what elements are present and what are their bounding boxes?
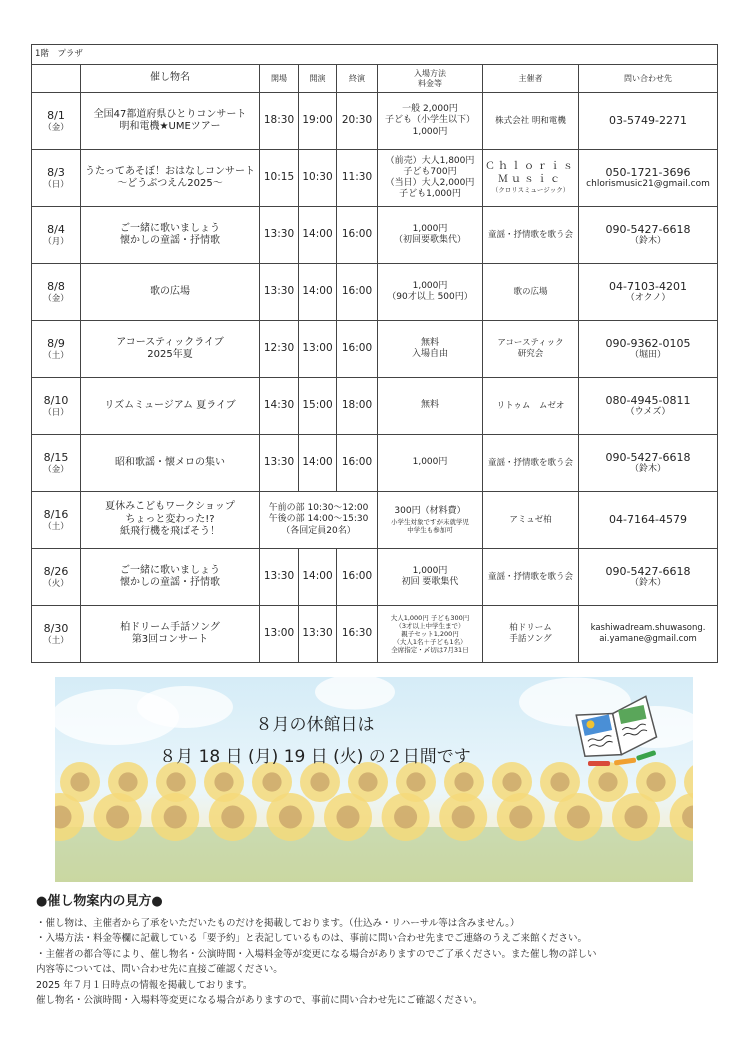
event-organizer <box>483 435 579 492</box>
event-open-time: 12:30 <box>260 321 299 378</box>
organizer-line: 歌の広場 <box>513 286 548 297</box>
guide-line: ・入場方法・料金等欄に記載している「要予約」と表記しているものは、事前に問い合わせ先までご連絡のうえご来館ください。 <box>36 933 588 944</box>
event-title <box>81 606 260 663</box>
event-open-time: 13:30 <box>260 435 299 492</box>
day-of-week: （土） <box>43 350 69 361</box>
event-fee <box>378 93 483 150</box>
closure-banner <box>55 677 693 882</box>
fee-line: 1,000円 <box>412 126 448 137</box>
event-open-time: 13:00 <box>260 606 299 663</box>
title-line: ご一緒に歌いましょう <box>120 564 220 576</box>
sunflower-center <box>452 805 475 828</box>
fee-note-line: 大人1,000円 子ども300円 <box>390 613 470 622</box>
title-line: 明和電機★UMEツアー <box>119 121 221 132</box>
title-line: うたってあそぼ！おはなしコンサート <box>85 165 255 177</box>
header-title: 催し物名 <box>81 65 260 93</box>
event-time-sessions <box>260 492 378 549</box>
fee-line: （前売）大人1,800円 <box>385 155 475 166</box>
event-end-time: 16:00 <box>337 264 378 321</box>
event-start-time: 19:00 <box>299 93 337 150</box>
event-title <box>81 549 260 606</box>
event-organizer <box>483 321 579 378</box>
contact-person: （ウメズ） <box>625 407 671 418</box>
fee-line: 1,000円 <box>412 457 448 468</box>
event-row <box>32 321 718 378</box>
event-date <box>32 435 81 492</box>
title-line: 2025年夏 <box>147 349 193 360</box>
sunflower-center <box>509 805 532 828</box>
title-line: ちょっと変わった!? <box>125 513 215 525</box>
contact-person: （オクノ） <box>625 293 671 304</box>
sunflower-center <box>646 772 665 791</box>
sunflower-center <box>106 805 129 828</box>
sunflower-center <box>214 772 233 791</box>
date-text: 8/8 <box>47 279 65 293</box>
fee-line: 1,000円 <box>412 223 448 234</box>
event-title <box>81 93 260 150</box>
event-start-time: 15:00 <box>299 378 337 435</box>
header-contact: 問い合わせ先 <box>579 65 718 93</box>
date-text: 8/10 <box>43 393 69 407</box>
sunflower-center <box>310 772 329 791</box>
day-of-week: （金） <box>43 122 69 133</box>
day-of-week: （火） <box>43 578 69 589</box>
fee-note-line: （大人1名＋子ども1名） <box>393 638 467 647</box>
title-line: 紙飛行機を飛ばそう！ <box>120 526 220 538</box>
fee-line: 1,000円 <box>412 280 448 291</box>
fee-line: 300円（材料費） <box>394 506 466 517</box>
event-contact <box>579 378 718 435</box>
date-text: 8/3 <box>47 165 65 179</box>
event-row <box>32 435 718 492</box>
date-text: 8/9 <box>47 336 65 350</box>
contact-email-line: kashiwadream.shuwasong. <box>590 623 706 634</box>
picture-book-icon <box>570 689 665 769</box>
guide-lines <box>36 916 726 1009</box>
event-date <box>32 492 81 549</box>
event-open-time: 13:30 <box>260 207 299 264</box>
sunflower-center <box>394 805 417 828</box>
event-start-time: 10:30 <box>299 150 337 207</box>
event-open-time: 13:30 <box>260 549 299 606</box>
header-end: 終演 <box>337 65 378 93</box>
date-text: 8/4 <box>47 222 65 236</box>
contact-email-line: ai.yamane@gmail.com <box>599 634 697 644</box>
event-fee <box>378 435 483 492</box>
organizer-line: Ｃｈｌｏｒｉｓ <box>485 161 576 173</box>
event-contact <box>579 321 718 378</box>
header-fee: 入場方法 料金等 <box>378 65 483 93</box>
event-row <box>32 378 718 435</box>
fee-line: 1,000円 <box>412 565 448 576</box>
fee-line: 無料 <box>420 400 439 411</box>
sunflower-center <box>336 805 359 828</box>
sunflower-center <box>70 772 89 791</box>
event-title <box>81 492 260 549</box>
event-start-time: 13:30 <box>299 606 337 663</box>
fee-note-line: 全席指定・〆切は7月31日 <box>391 646 469 655</box>
sunflower-center <box>406 772 425 791</box>
event-date <box>32 549 81 606</box>
contact-phone: 080-4945-0811 <box>605 393 691 407</box>
date-text: 8/30 <box>43 621 69 635</box>
guide-line: 2025 年７月１日時点の情報を掲載しております。 <box>36 979 253 991</box>
contact-phone: 050-1721-3696 <box>605 165 691 179</box>
organizer-line: Ｍｕｓｉｃ <box>498 173 563 185</box>
contact-person: （鈴木） <box>630 578 667 589</box>
event-row <box>32 492 718 549</box>
closure-line-1: ８月の休館日は <box>255 715 375 735</box>
day-of-week: （金） <box>43 293 69 304</box>
title-line: 懐かしの童謡・抒情歌 <box>120 577 220 588</box>
session-line: （各回定員20名） <box>281 525 356 536</box>
contact-phone: 04-7103-4201 <box>609 279 687 293</box>
title-line: アコースティックライブ <box>116 336 224 348</box>
organizer-line: 研究会 <box>517 349 544 359</box>
event-contact <box>579 150 718 207</box>
event-fee <box>378 321 483 378</box>
event-organizer <box>483 378 579 435</box>
event-start-time: 14:00 <box>299 435 337 492</box>
sunflower-center <box>598 772 617 791</box>
organizer-line: 柏ドリーム <box>509 623 552 634</box>
contact-person: （堀田） <box>630 350 667 361</box>
event-date <box>32 207 81 264</box>
event-title <box>81 150 260 207</box>
title-line: ～どうぶつえん2025～ <box>117 178 223 189</box>
guide-line: 催し物名・公演時間・入場料等変更になる場合がありますので、事前に問い合わせ先にご確認ください。 <box>36 995 483 1006</box>
organizer-sub: （クロリスミュージック） <box>491 186 570 195</box>
fee-line: （初回要歌集代） <box>393 235 466 245</box>
event-date <box>32 93 81 150</box>
event-contact <box>579 606 718 663</box>
title-line: 第3回コンサート <box>131 634 209 645</box>
contact-person: （鈴木） <box>630 464 667 475</box>
day-of-week: （日） <box>43 407 69 418</box>
event-fee <box>378 207 483 264</box>
event-open-time: 18:30 <box>260 93 299 150</box>
event-contact <box>579 264 718 321</box>
day-of-week: （金） <box>43 464 69 475</box>
event-end-time: 20:30 <box>337 93 378 150</box>
event-date <box>32 606 81 663</box>
contact-phone: 090-9362-0105 <box>605 336 691 350</box>
event-start-time: 14:00 <box>299 264 337 321</box>
date-text: 8/26 <box>43 564 69 578</box>
fee-line: （90才以上 500円） <box>387 292 473 302</box>
fee-line: 初回 要歌集代 <box>401 577 459 587</box>
event-title <box>81 378 260 435</box>
header-start: 開演 <box>299 65 337 93</box>
event-date <box>32 378 81 435</box>
header-open: 開場 <box>260 65 299 93</box>
fee-note-line: 小学生対象ですが未就学児 <box>391 517 469 526</box>
event-fee <box>378 606 483 663</box>
sunflower-center <box>166 772 185 791</box>
event-contact <box>579 207 718 264</box>
fee-note-line: （3才以上中学生まで） <box>395 621 465 630</box>
organizer-line: 株式会社 明和電機 <box>495 115 566 126</box>
event-open-time: 13:30 <box>260 264 299 321</box>
sunflower-center <box>164 805 187 828</box>
fee-line: 一般 2,000円 <box>402 104 458 115</box>
title-line: 夏休みこどもワークショップ <box>105 501 235 513</box>
event-row <box>32 606 718 663</box>
sunflower-center <box>221 805 244 828</box>
organizer-line: アコースティック <box>497 338 564 349</box>
event-organizer <box>483 93 579 150</box>
event-contact <box>579 492 718 549</box>
event-end-time: 16:00 <box>337 549 378 606</box>
fee-line: 子ども700円 <box>403 166 457 177</box>
sunflower-center <box>262 772 281 791</box>
event-organizer <box>483 207 579 264</box>
event-end-time: 16:00 <box>337 435 378 492</box>
contact-email: chlorismusic21@gmail.com <box>586 179 710 190</box>
event-organizer <box>483 150 579 207</box>
title-line: 歌の広場 <box>150 285 190 297</box>
organizer-line: アミュゼ柏 <box>509 514 552 525</box>
event-row <box>32 264 718 321</box>
session-line: 午前の部 10:30～12:00 <box>268 503 369 514</box>
fee-note-line: 親子セット1,200円 <box>401 629 459 638</box>
event-date <box>32 150 81 207</box>
event-organizer <box>483 264 579 321</box>
fee-line: 入場自由 <box>411 349 448 359</box>
contact-phone: 03-5749-2271 <box>609 114 687 128</box>
event-fee <box>378 492 483 549</box>
event-row <box>32 93 718 150</box>
guide-line: ・主催者の都合等により、催し物名・公演時間・入場料金等が変更になる場合がありますのでご了承ください。また催し物の詳しい <box>36 948 597 960</box>
sunflower-center <box>624 805 647 828</box>
guide-section <box>36 894 726 1009</box>
organizer-line: 童謡・抒情歌を歌う会 <box>487 229 573 240</box>
header-date <box>32 65 81 93</box>
sunflower-center <box>550 772 569 791</box>
title-line: 昭和歌謡・懐メロの集い <box>115 456 225 468</box>
event-schedule-table <box>31 44 718 663</box>
event-row <box>32 549 718 606</box>
contact-phone: 090-5427-6618 <box>605 564 691 578</box>
sunflower-center <box>358 772 377 791</box>
event-end-time: 16:00 <box>337 321 378 378</box>
date-text: 8/15 <box>43 450 69 464</box>
sunflower-center <box>279 805 302 828</box>
fee-line: 子ども1,000円 <box>399 189 461 200</box>
title-line: 柏ドリーム手話ソング <box>120 621 220 633</box>
event-end-time: 11:30 <box>337 150 378 207</box>
event-open-time: 14:30 <box>260 378 299 435</box>
organizer-line: リトゥム ムゼオ <box>496 400 565 411</box>
event-fee <box>378 150 483 207</box>
sunflower-center <box>118 772 137 791</box>
contact-phone: 090-5427-6618 <box>605 222 691 236</box>
day-of-week: （土） <box>43 521 69 532</box>
event-organizer <box>483 606 579 663</box>
fee-line: （当日）大人2,000円 <box>385 178 475 188</box>
section-label: 1階 プラザ <box>32 45 718 65</box>
event-end-time: 16:30 <box>337 606 378 663</box>
title-line: ご一緒に歌いましょう <box>120 222 220 234</box>
event-title <box>81 207 260 264</box>
closure-notice <box>125 709 505 773</box>
event-row <box>32 207 718 264</box>
organizer-line: 手話ソング <box>509 634 552 644</box>
guide-line: 内容等については、問い合わせ先に直接ご確認ください。 <box>36 964 283 975</box>
contact-phone: 04-7164-4579 <box>609 513 687 527</box>
day-of-week: （日） <box>43 179 69 190</box>
event-end-time: 18:00 <box>337 378 378 435</box>
event-start-time: 14:00 <box>299 207 337 264</box>
title-line: リズムミュージアム 夏ライブ <box>104 399 236 411</box>
organizer-line: 童謡・抒情歌を歌う会 <box>487 571 573 582</box>
event-organizer <box>483 549 579 606</box>
event-date <box>32 321 81 378</box>
event-row <box>32 150 718 207</box>
date-text: 8/1 <box>47 108 65 122</box>
event-date <box>32 264 81 321</box>
session-line: 午後の部 14:00～15:30 <box>268 514 369 525</box>
header-organizer: 主催者 <box>483 65 579 93</box>
closure-line-2: ８月 18 日 (月) 19 日 (火) の２日間です <box>159 747 471 767</box>
fee-line: 無料 <box>420 337 439 348</box>
day-of-week: （月） <box>43 236 69 247</box>
grass-strip <box>55 827 693 882</box>
guide-line: ・催し物は、主催者から了承をいただいたものだけを掲載しております。（仕込み・リハーサル等は含みません。） <box>36 917 520 929</box>
cloud <box>315 677 395 710</box>
sunflower-center <box>454 772 473 791</box>
event-contact <box>579 93 718 150</box>
title-line: 懐かしの童謡・抒情歌 <box>120 235 220 246</box>
event-title <box>81 435 260 492</box>
organizer-line: 童謡・抒情歌を歌う会 <box>487 457 573 468</box>
title-line: 全国47都道府県ひとりコンサート <box>93 108 247 120</box>
event-fee <box>378 549 483 606</box>
event-title <box>81 321 260 378</box>
event-start-time: 13:00 <box>299 321 337 378</box>
date-text: 8/16 <box>43 507 69 521</box>
event-organizer <box>483 492 579 549</box>
contact-person: （鈴木） <box>630 236 667 247</box>
sunflower-center <box>502 772 521 791</box>
sunflower-center <box>567 805 590 828</box>
contact-phone: 090-5427-6618 <box>605 450 691 464</box>
fee-line: 子ども（小学生以下） <box>384 115 475 126</box>
guide-title: ●催し物案内の見方● <box>36 894 163 909</box>
event-title <box>81 264 260 321</box>
event-start-time: 14:00 <box>299 549 337 606</box>
event-contact <box>579 549 718 606</box>
day-of-week: （土） <box>43 635 69 646</box>
event-contact <box>579 435 718 492</box>
event-fee <box>378 378 483 435</box>
event-end-time: 16:00 <box>337 207 378 264</box>
event-open-time: 10:15 <box>260 150 299 207</box>
fee-note-line: 中学生も参加可 <box>407 525 453 534</box>
event-fee <box>378 264 483 321</box>
